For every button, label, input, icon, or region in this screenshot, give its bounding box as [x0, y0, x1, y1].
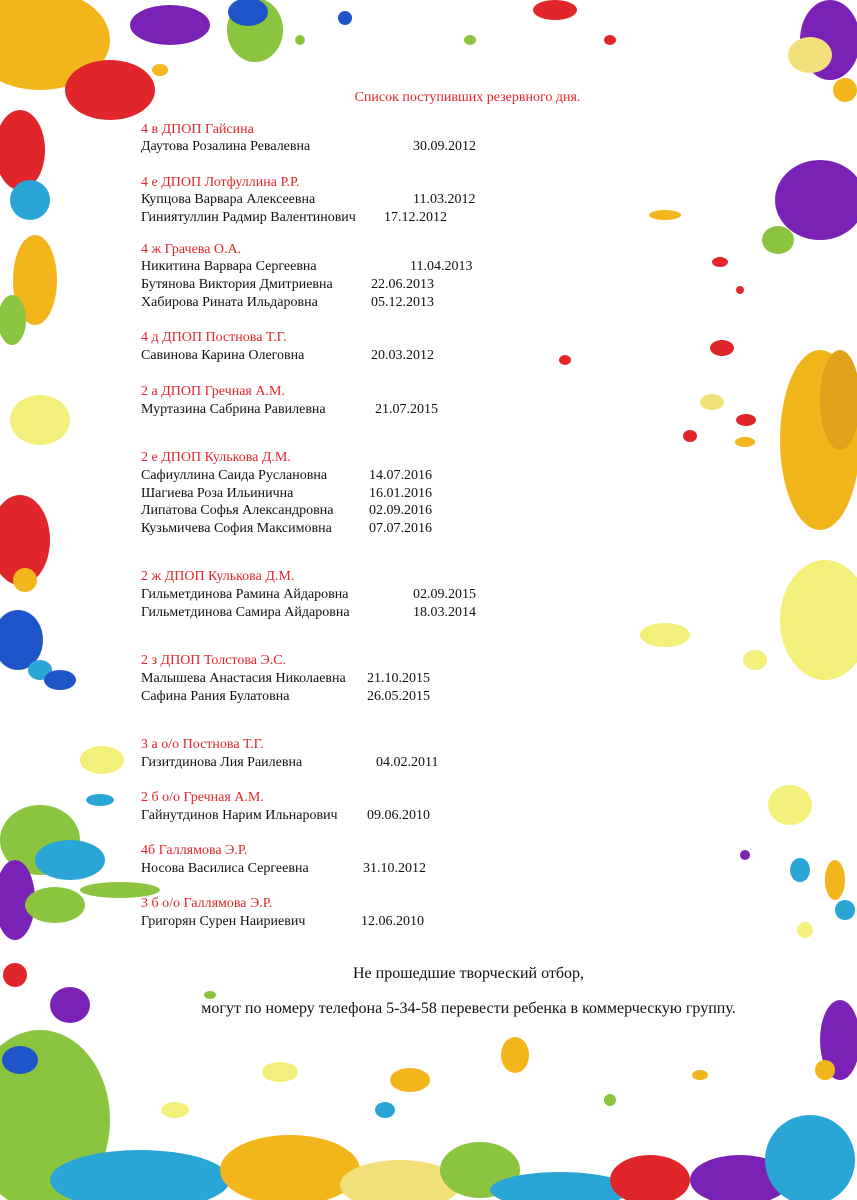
student-date: 21.07.2015: [375, 402, 438, 417]
student-name: Даутова Розалина Ревалевна: [141, 139, 311, 154]
student-name: Григорян Сурен Наириевич: [141, 914, 306, 929]
student-name: Гильметдинова Рамина Айдаровна: [141, 587, 349, 602]
student-date: 02.09.2015: [413, 587, 476, 602]
student-name: Бутянова Виктория Дмитриевна: [141, 277, 333, 292]
group-heading: 4 д ДПОП Постнова Т.Г.: [141, 330, 287, 345]
group-heading: 2 а ДПОП Гречная А.М.: [141, 384, 285, 399]
footer-line-1: Не прошедшие творческий отбор,: [352, 965, 585, 982]
student-date: 14.07.2016: [369, 468, 432, 483]
student-name: Купцова Варвара Алексеевна: [141, 192, 316, 207]
student-date: 11.04.2013: [410, 259, 473, 274]
student-date: 17.12.2012: [384, 210, 447, 225]
group-heading: 4 ж Грачева О.А.: [141, 242, 242, 257]
student-name: Никитина Варвара Сергеевна: [141, 259, 317, 274]
student-date: 11.03.2012: [413, 192, 476, 207]
student-name: Гизитдинова Лия Раилевна: [141, 755, 303, 770]
footer-line-2: могут по номеру телефона 5-34-58 перевести ребенка в коммерческую группу.: [201, 1000, 736, 1017]
student-date: 20.03.2012: [371, 348, 434, 363]
student-name: Сафина Рания Булатовна: [141, 689, 290, 704]
student-date: 26.05.2015: [367, 689, 430, 704]
student-name: Хабирова Рината Ильдаровна: [141, 295, 318, 310]
group-heading: 2 б о/о Гречная А.М.: [141, 790, 264, 805]
student-date: 16.01.2016: [369, 486, 432, 501]
student-name: Кузьмичева София Максимовна: [141, 521, 332, 536]
student-name: Шагиева Роза Ильинична: [141, 486, 294, 501]
student-name: Носова Василиса Сергеевна: [141, 861, 309, 876]
student-date: 12.06.2010: [361, 914, 424, 929]
student-date: 07.07.2016: [369, 521, 432, 536]
group-heading: 3 б о/о Галлямова Э.Р.: [141, 896, 273, 911]
student-date: 31.10.2012: [363, 861, 426, 876]
group-heading: 2 з ДПОП Толстова Э.С.: [141, 653, 287, 668]
group-heading: 4 е ДПОП Лотфуллина Р.Р.: [141, 175, 300, 190]
student-date: 18.03.2014: [413, 605, 476, 620]
group-heading: 4б Галлямова Э.Р.: [141, 843, 248, 858]
student-name: Малышева Анастасия Николаевна: [141, 671, 346, 686]
student-name: Липатова Софья Александровна: [141, 503, 334, 518]
student-date: 05.12.2013: [371, 295, 434, 310]
student-name: Гильметдинова Самира Айдаровна: [141, 605, 350, 620]
student-date: 30.09.2012: [413, 139, 476, 154]
student-date: 21.10.2015: [367, 671, 430, 686]
student-date: 22.06.2013: [371, 277, 434, 292]
student-date: 02.09.2016: [369, 503, 432, 518]
document-title: Список поступивших резервного дня.: [354, 90, 581, 105]
student-date: 04.02.2011: [376, 755, 439, 770]
group-heading: 3 а о/о Постнова Т.Г.: [141, 737, 264, 752]
group-heading: 2 е ДПОП Кулькова Д.М.: [141, 450, 291, 465]
student-name: Гиниятуллин Радмир Валентинович: [141, 210, 356, 225]
student-name: Гайнутдинов Нарим Ильнарович: [141, 808, 338, 823]
student-name: Муртазина Сабрина Равилевна: [141, 402, 326, 417]
student-date: 09.06.2010: [367, 808, 430, 823]
student-name: Савинова Карина Олеговна: [141, 348, 305, 363]
group-heading: 2 ж ДПОП Кулькова Д.М.: [141, 569, 295, 584]
student-name: Сафиуллина Саида Руслановна: [141, 468, 328, 483]
group-heading: 4 в ДПОП Гайсина: [141, 122, 254, 137]
